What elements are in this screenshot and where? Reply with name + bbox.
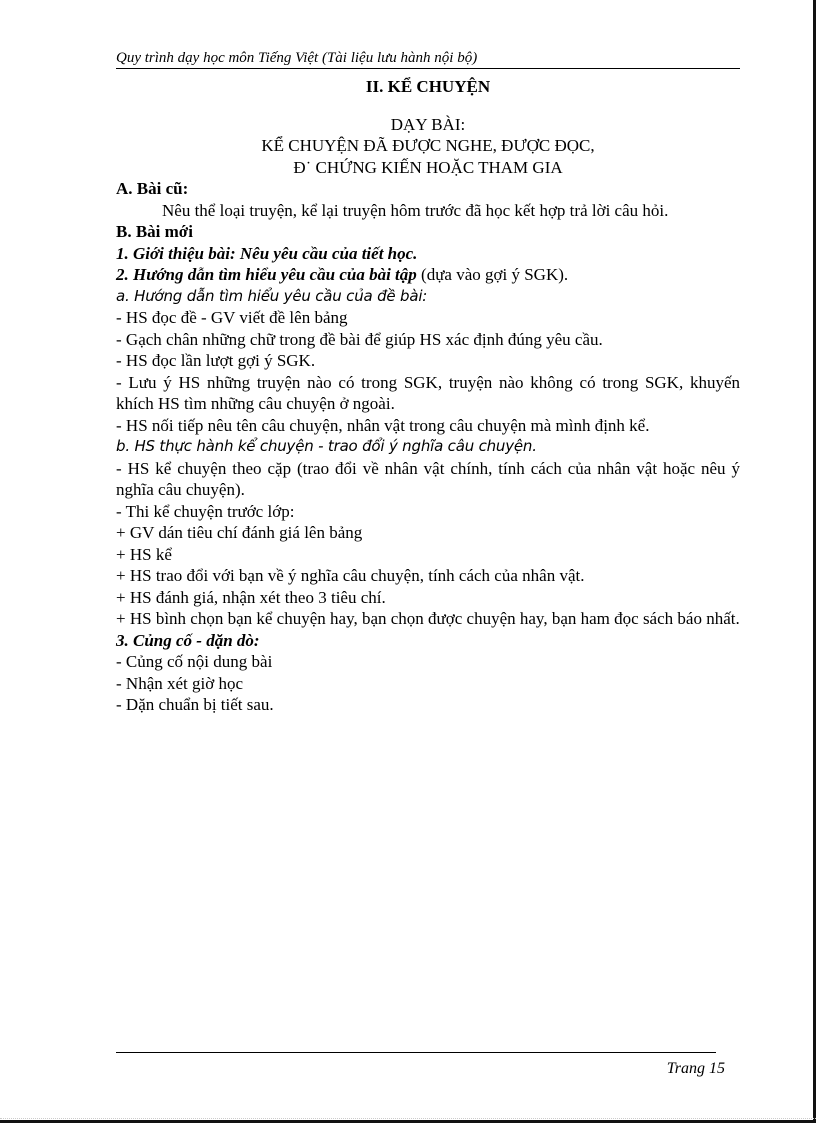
list-item: - Nhận xét giờ học bbox=[116, 673, 244, 693]
list-item: - HS đọc đề - GV viết đề lên bảng bbox=[116, 308, 348, 327]
lesson-title-line-3: Đ˙ CHỨNG KIẾN HOẶC THAM GIA bbox=[293, 157, 563, 177]
list-item: - Củng cố nội dung bài bbox=[116, 652, 273, 671]
section-title: II. KỂ CHUYỆN bbox=[365, 77, 491, 96]
list-item: + GV dán tiêu chí đánh giá lên bảng bbox=[116, 523, 363, 542]
list-item: - Lưu ý HS những truyện nào có trong SGK, truyện nào không có trong SGK, khuyến khích HS tìm những câu chuyện ở ngoài. bbox=[116, 372, 740, 413]
list-item: + HS đánh giá, nhận xét theo 3 tiêu chí. bbox=[116, 587, 386, 607]
lesson-title-line-2: KỂ CHUYỆN ĐÃ ĐƯỢC NGHE, ĐƯỢC ĐỌC, bbox=[261, 136, 595, 155]
page-number: Trang 15 bbox=[666, 1060, 725, 1077]
part-a-text: Nêu thể loại truyện, kể lại truyện hôm trước đã học kết hợp trả lời câu hỏi. bbox=[162, 200, 669, 220]
list-item: - HS nối tiếp nêu tên câu chuyện, nhân vật trong câu chuyện mà mình định kể. bbox=[116, 415, 650, 435]
sub-b-heading: b. HS thực hành kể chuyện - trao đổi ý nghĩa câu chuyện. bbox=[116, 437, 537, 455]
list-item: - Gạch chân những chữ trong đề bài để giúp HS xác định đúng yêu cầu. bbox=[116, 329, 603, 349]
list-item: + HS bình chọn bạn kể chuyện hay, bạn chọn được chuyện hay, bạn ham đọc sách báo nhất. bbox=[116, 609, 740, 628]
part-b-heading: B. Bài mới bbox=[116, 222, 193, 241]
lesson-title-line-1: DẠY BÀI: bbox=[390, 114, 466, 134]
item-1-intro: 1. Giới thiệu bài: Nêu yêu cầu của tiết học. bbox=[116, 243, 418, 263]
sub-a-heading: a. Hướng dẫn tìm hiểu yêu cầu của đề bài: bbox=[116, 286, 428, 305]
list-item: - HS kể chuyện theo cặp (trao đổi về nhân vật chính, tính cách của nhân vật hoặc nêu ý nghĩa câu chuyện). bbox=[116, 458, 740, 499]
item-2-guide bbox=[116, 264, 740, 286]
part-a-heading: A. Bài cũ: bbox=[116, 179, 189, 198]
list-item: - Thi kể chuyện trước lớp: bbox=[116, 501, 295, 521]
list-item: + HS trao đổi với bạn về ý nghĩa câu chuyện, tính cách của nhân vật. bbox=[116, 566, 585, 585]
item-2-heading: 2. Hướng dẫn tìm hiểu yêu cầu của bài tập bbox=[116, 265, 417, 284]
page-content bbox=[116, 76, 740, 716]
list-item: - HS đọc lần lượt gợi ý SGK. bbox=[116, 351, 316, 370]
item-3-heading: 3. Củng cố - dặn dò: bbox=[116, 630, 260, 650]
item-2-note: (dựa vào gợi ý SGK). bbox=[416, 265, 569, 284]
page-boundary-divider bbox=[0, 1118, 816, 1119]
list-item: - Dặn chuẩn bị tiết sau. bbox=[116, 695, 274, 714]
running-header: Quy trình dạy học môn Tiếng Việt (Tài liệu lưu hành nội bộ) bbox=[116, 49, 740, 69]
footer-divider bbox=[116, 1052, 716, 1053]
list-item: + HS kể bbox=[116, 544, 172, 564]
